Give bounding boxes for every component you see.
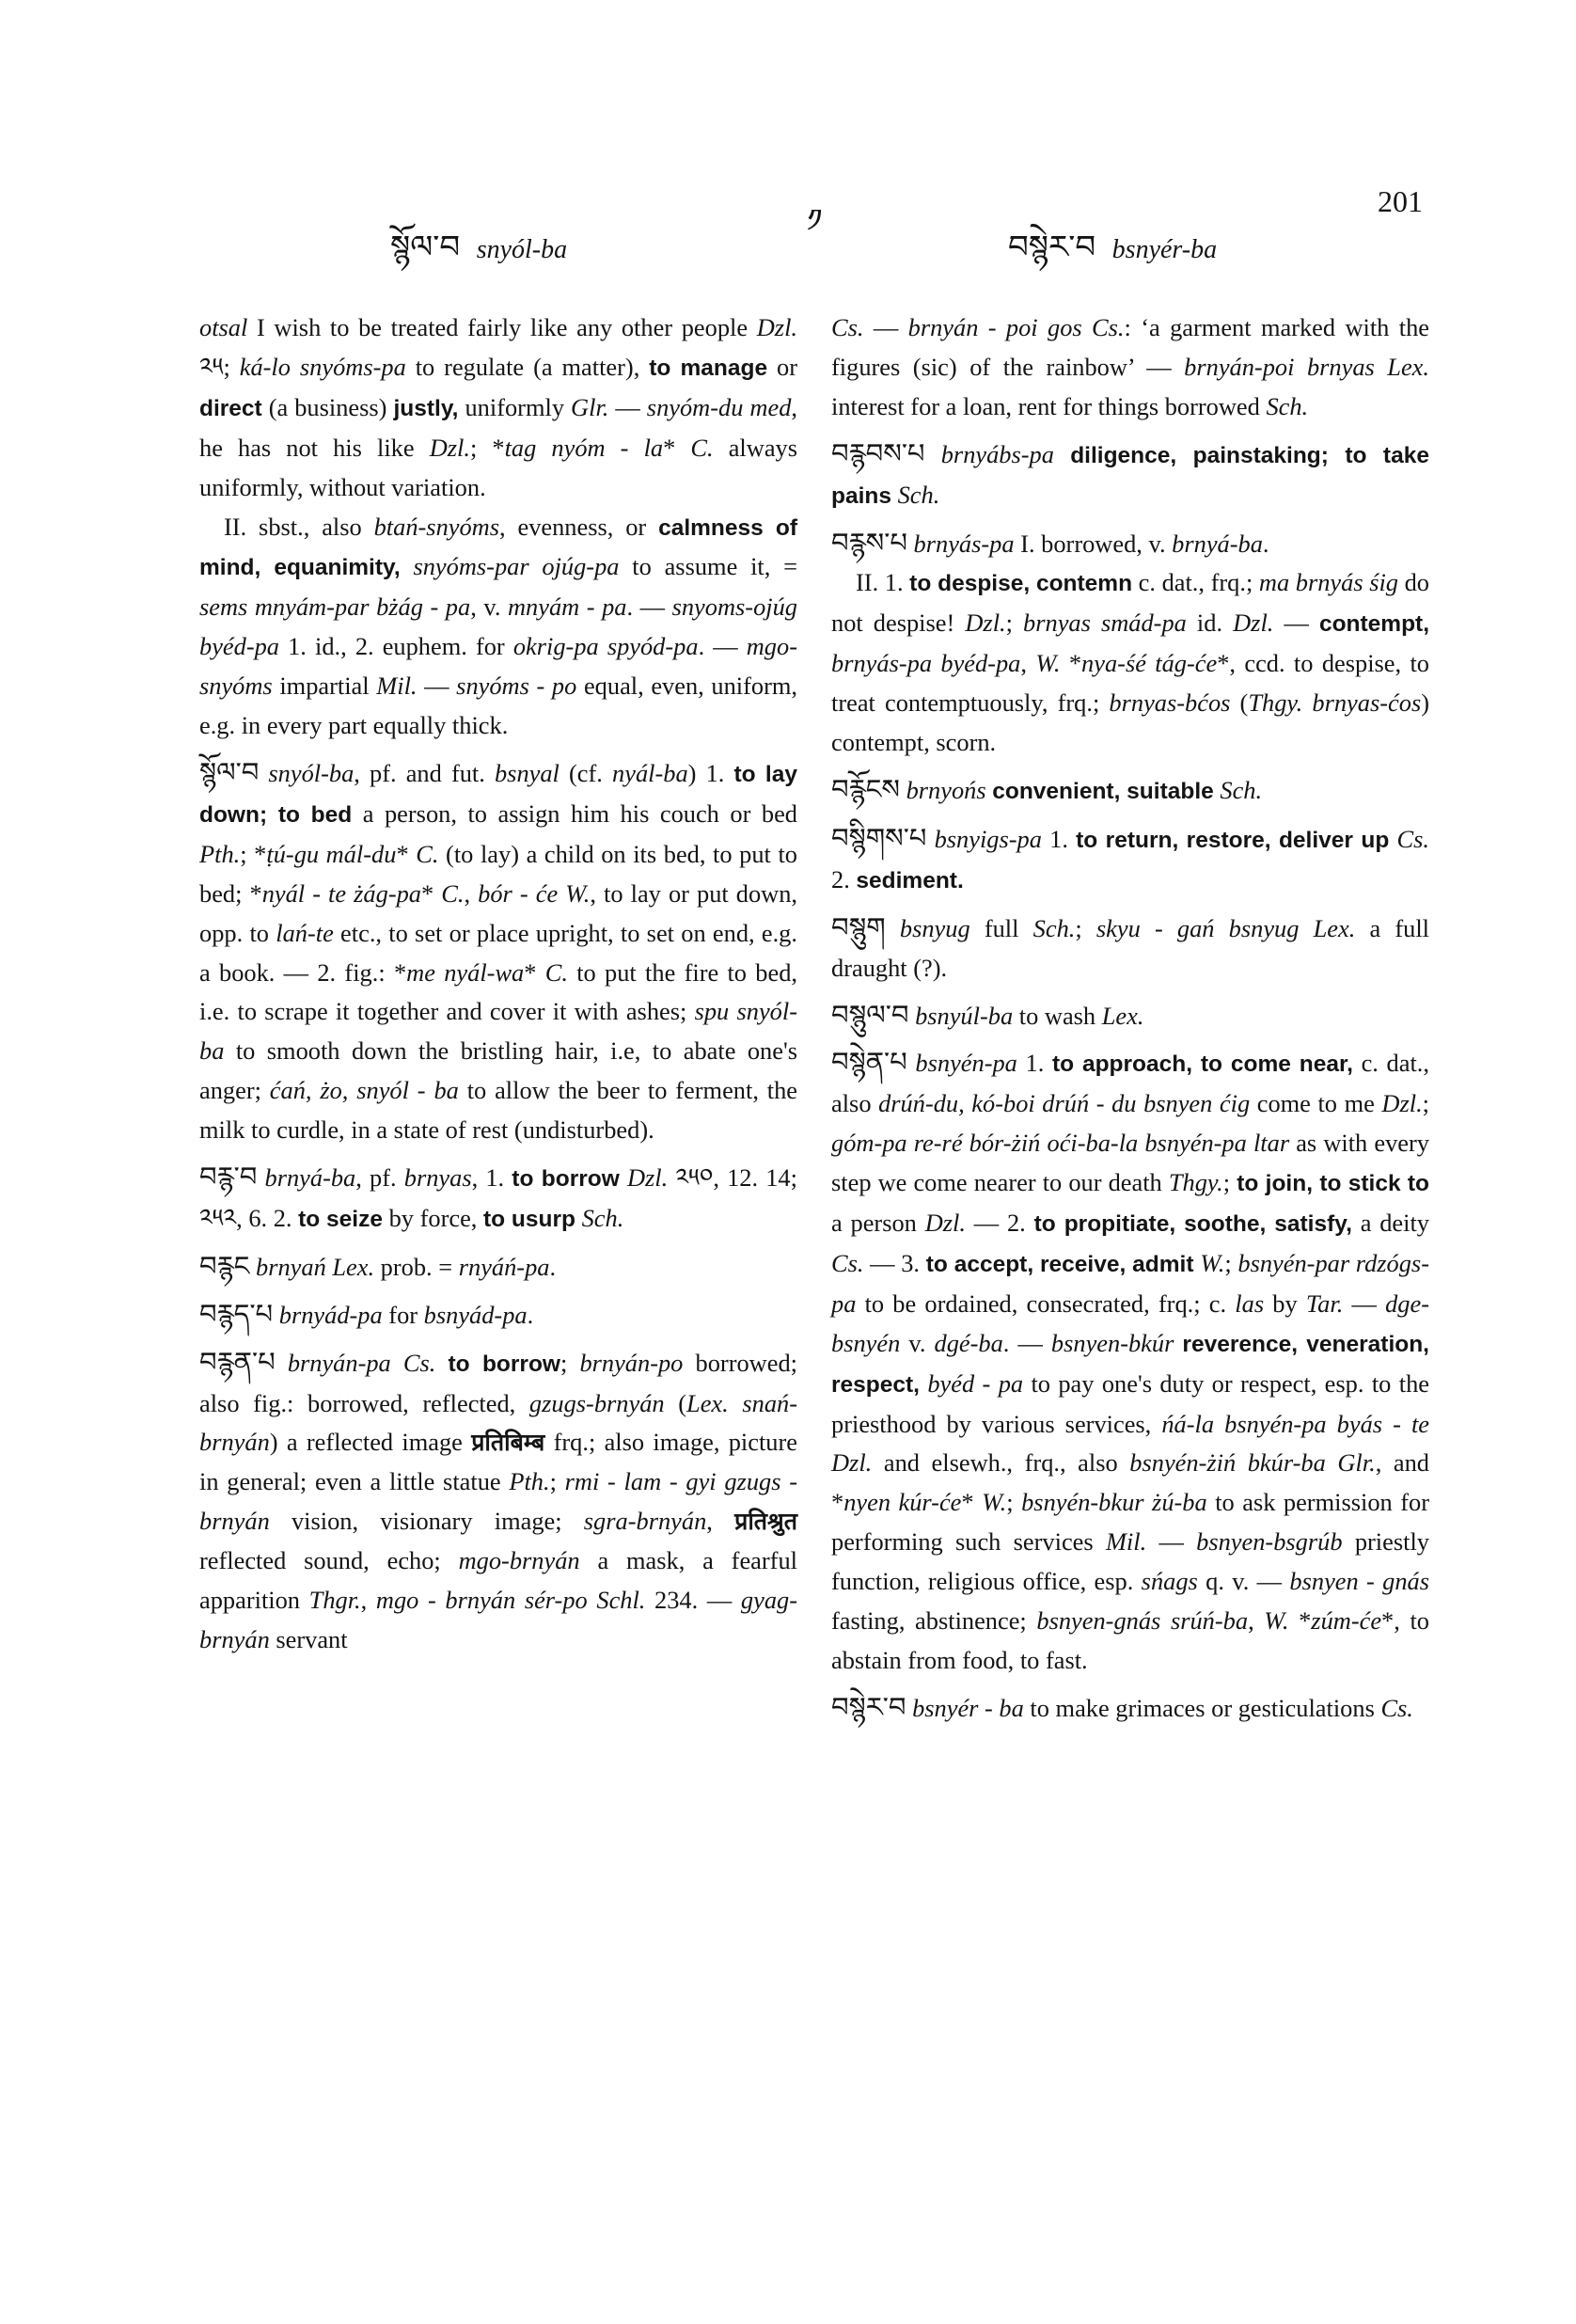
dictionary-entry	[831, 996, 1429, 1036]
entry-text: : ‘a garment marked with the figures (sic) of the rainbow’ —	[831, 313, 1429, 381]
transliteration: C.	[690, 433, 714, 462]
entry-text	[891, 481, 898, 509]
entry-text: *	[524, 957, 545, 987]
entry-text	[900, 776, 906, 804]
entry-text: , evenness, or	[499, 512, 659, 541]
entry-text: vision, visionary image;	[269, 1507, 584, 1536]
transliteration: Pth.	[509, 1467, 550, 1496]
entry-text: ;	[1224, 1248, 1238, 1277]
transliteration: byéd - pa	[927, 1368, 1024, 1398]
entry-text	[273, 1301, 279, 1329]
definition: to borrow	[512, 1166, 620, 1193]
transliteration: C.	[544, 957, 568, 987]
entry-text: *	[1060, 649, 1082, 678]
entry-text: ,	[1248, 1606, 1265, 1636]
tibetan-headword: བསྙུལ་བ	[831, 998, 909, 1031]
dictionary-entry	[831, 524, 1429, 564]
transliteration: bsnyád-pa	[423, 1300, 528, 1329]
transliteration: nyál-ba	[612, 758, 688, 787]
definition: to manage	[649, 355, 768, 381]
entry-text: impartial	[272, 672, 377, 701]
transliteration: Mil.	[1105, 1527, 1147, 1557]
transliteration: okrig-pa spyód-pa	[512, 632, 699, 661]
tibetan-headword: བསྙེར་བ	[831, 1690, 906, 1723]
transliteration: W.	[1035, 649, 1061, 678]
sanskrit-term: प्रतिश्रुत	[734, 1508, 797, 1536]
transliteration: bsnyér - ba	[912, 1693, 1024, 1722]
entry-text: ;	[1422, 1089, 1430, 1118]
transliteration: brnyas	[403, 1163, 472, 1193]
transliteration: brnyá-ba	[264, 1163, 356, 1193]
entry-text: ,	[1020, 649, 1036, 678]
entry-text: v.	[900, 1328, 935, 1357]
entry-text: a full draught (?).	[831, 913, 1430, 982]
definition: contempt,	[1318, 611, 1429, 638]
transliteration: mgo-brnyán	[458, 1546, 580, 1575]
entry-text: ; *	[469, 433, 505, 462]
transliteration: nyen kúr-će	[843, 1488, 962, 1517]
definition: direct	[199, 395, 262, 421]
entry-text: come to me	[1250, 1089, 1382, 1118]
dictionary-entry	[831, 563, 1429, 763]
entry-text: a deity	[1351, 1209, 1429, 1238]
entry-text: to assume it, =	[619, 552, 797, 581]
entry-text: ;	[1006, 1488, 1022, 1517]
entry-text: *	[961, 1488, 983, 1517]
entry-text	[925, 440, 941, 468]
transliteration: mgo-snyóms	[199, 632, 797, 701]
transliteration: Dzl.	[626, 1163, 669, 1193]
entry-text	[926, 825, 934, 853]
transliteration: brnyád-pa	[278, 1300, 383, 1329]
tibetan-headword: སྙོལ་བ	[199, 755, 260, 788]
entry-text	[401, 552, 414, 580]
entry-text: I. borrowed, v.	[1014, 529, 1173, 558]
entry-text: to ask permission for performing such services	[831, 1488, 1429, 1557]
dictionary-entry	[831, 308, 1429, 427]
dictionary-entry	[199, 753, 797, 1150]
entry-text: ;	[1075, 913, 1096, 942]
tibetan-headword: བསྙུག	[831, 910, 886, 943]
transliteration: mgo - brnyán sér-po Schl.	[375, 1586, 646, 1615]
entry-text: ,	[706, 1507, 735, 1536]
entry-text: I wish to be treated fairly like any other people	[247, 313, 757, 341]
transliteration: brnyán-poi brnyas Lex.	[1184, 352, 1429, 381]
transliteration: gyag-brnyán	[199, 1586, 797, 1653]
entry-text: equal, even, uniform, e.g. in every part equally thick.	[199, 672, 798, 740]
dictionary-entry	[831, 909, 1429, 988]
entry-text: .	[527, 1300, 534, 1329]
entry-text: ) 1.	[687, 758, 734, 787]
entry-text: *	[1288, 1606, 1312, 1636]
dictionary-entry	[199, 308, 797, 508]
transliteration: Sch.	[1266, 391, 1309, 420]
definition: reverence, veneration, respect,	[831, 1331, 1429, 1398]
entry-text: 2.	[831, 864, 857, 893]
entry-text: , he has not his like	[199, 392, 797, 462]
page-number: 201	[1378, 184, 1423, 218]
entry-text: ) contempt, scorn.	[831, 688, 1430, 757]
entry-text: , v.	[470, 593, 508, 622]
entry-text: ;	[1005, 609, 1024, 638]
entry-text: servant	[269, 1625, 348, 1653]
entry-text: (cf.	[559, 758, 613, 787]
entry-text: always uniformly, without variation.	[199, 433, 797, 501]
transliteration: snyóm-du med	[646, 392, 792, 421]
tibetan-headword: བརྙབས་པ	[831, 436, 925, 469]
entry-text: —	[1343, 1288, 1386, 1318]
dictionary-entry	[199, 1295, 797, 1336]
transliteration: Lex. snań-brnyán	[199, 1388, 797, 1457]
entry-text: ,	[464, 878, 479, 908]
entry-text: to make grimaces or gesticulations	[1023, 1693, 1381, 1722]
running-head-right-tibetan: བསྙེར་བ	[1008, 229, 1096, 266]
transliteration: W.	[982, 1488, 1007, 1517]
entry-text	[249, 1253, 256, 1281]
entry-text: —	[1273, 609, 1319, 638]
entry-text: ; *	[240, 839, 267, 868]
entry-text: 234. —	[645, 1586, 741, 1615]
transliteration: lań-te	[276, 918, 334, 947]
entry-text: ) a reflected image	[269, 1428, 472, 1457]
transliteration: Cs.	[831, 313, 864, 341]
transliteration: bsnyén-par rdzógs-pa	[831, 1248, 1429, 1318]
entry-text: —	[417, 672, 457, 701]
transliteration: brnyán - poi gos Cs.	[907, 313, 1125, 341]
entry-text	[276, 1349, 288, 1377]
transliteration: Cs.	[831, 1248, 864, 1277]
entry-text: (	[664, 1388, 687, 1417]
transliteration: las	[1235, 1288, 1265, 1318]
transliteration: bsnyúl-ba	[915, 1001, 1014, 1030]
entry-text: c. dat., also	[831, 1049, 1429, 1118]
transliteration: W.	[1264, 1606, 1289, 1636]
transliteration: brnyońs	[906, 775, 986, 804]
entry-text: c. dat., frq.;	[1132, 568, 1259, 597]
dictionary-entry	[199, 1343, 797, 1660]
transliteration: nya-śé tág-će	[1081, 649, 1218, 678]
definition: to join, to stick to	[1237, 1171, 1430, 1197]
transliteration: Cs.	[1396, 824, 1429, 853]
definition: calmness of mind, equanimity,	[199, 514, 797, 581]
transliteration: brnyábs-pa	[940, 439, 1054, 468]
definition: to propitiate, soothe, satisfy,	[1033, 1211, 1352, 1238]
entry-text: —	[863, 313, 908, 341]
transliteration: C.	[416, 839, 439, 868]
entry-text: 1. id., 2. euphem. for	[279, 632, 513, 661]
entry-text: (a business)	[261, 392, 394, 421]
running-head-left	[390, 229, 568, 266]
definition: to approach, to come near,	[1051, 1051, 1353, 1078]
transliteration: nyál - te żág-pa	[261, 878, 422, 908]
entry-text: by force,	[383, 1203, 483, 1232]
transliteration: brnyán-pa Cs.	[287, 1348, 436, 1377]
entry-text: fasting, abstinence;	[831, 1606, 1037, 1636]
transliteration: Dzl.	[1233, 609, 1274, 638]
entry-text: borrowed; also fig.: borrowed, reflected,	[199, 1348, 797, 1417]
transliteration: ńá-la bsnyén-pa byás - te Dzl.	[831, 1409, 1429, 1478]
entry-text: , pf.	[355, 1163, 404, 1193]
transliteration: sgra-brnyán	[583, 1507, 707, 1536]
entry-text	[575, 1204, 582, 1232]
transliteration: brnyas smád-pa	[1023, 609, 1187, 638]
transliteration: bsnyal	[494, 758, 559, 787]
entry-text	[257, 1163, 264, 1192]
transliteration: C.	[441, 878, 465, 908]
transliteration: Thgy.	[1168, 1168, 1223, 1197]
entry-text: ,	[360, 1586, 376, 1615]
transliteration: spu snyól-ba	[199, 997, 797, 1066]
transliteration: tag nyóm - la	[504, 433, 664, 462]
tibetan-headword: བསྙིགས་པ	[831, 821, 927, 854]
transliteration: skyu - gań bsnyug Lex.	[1095, 913, 1356, 942]
entry-text: q. v. —	[1197, 1567, 1290, 1596]
transliteration: Glr.	[571, 392, 609, 421]
transliteration: bsnyen-gnás srúń-ba	[1036, 1606, 1249, 1636]
entry-text: . —	[698, 632, 747, 661]
transliteration: gzugs-brnyán	[528, 1388, 665, 1417]
entry-text: uniformly	[458, 392, 572, 421]
entry-text	[435, 1349, 448, 1377]
transliteration: snyóms - po	[456, 672, 577, 701]
entry-text: , to lay or put down, opp. to	[199, 878, 798, 947]
sanskrit-term: प्रतिबिम्ब	[471, 1429, 545, 1457]
dictionary-entry	[199, 1247, 797, 1288]
transliteration: Dzl.	[924, 1209, 966, 1238]
entry-text: *	[663, 433, 691, 462]
transliteration: Pth.	[199, 839, 241, 868]
left-column	[199, 308, 797, 1660]
transliteration: btań-snyóms	[373, 512, 500, 541]
transliteration: Dzl.	[429, 433, 470, 462]
entry-text: *	[421, 878, 442, 908]
entry-text: frq.; also image, picture in general; even a little statue	[199, 1428, 797, 1496]
entry-text: II. 1.	[856, 568, 910, 597]
definition: to despise, contemn	[909, 571, 1133, 597]
entry-text	[620, 1163, 627, 1192]
entry-text: (	[1230, 688, 1249, 718]
entry-text: ;	[1222, 1168, 1237, 1197]
transliteration: bór - će W.	[478, 878, 591, 908]
transliteration: Dzl.	[756, 313, 797, 341]
entry-text: .	[549, 1252, 557, 1281]
transliteration: brnyas-bćos	[1109, 688, 1231, 718]
entry-text: by	[1264, 1288, 1306, 1318]
entry-text: to put the fire to bed, i.e. to scrape it together and cover it with ashes;	[199, 957, 797, 1026]
transliteration: ma brnyás śig	[1258, 568, 1398, 597]
transliteration: snyoms-ojúg byéd-pa	[199, 593, 797, 661]
entry-text	[1054, 440, 1070, 468]
transliteration: zúm-će	[1311, 1606, 1382, 1636]
transliteration: snyól-ba	[268, 758, 355, 787]
transliteration: ćań, żo, snyól - ba	[269, 1076, 459, 1105]
definition: justly,	[393, 395, 459, 421]
entry-text: .	[1262, 529, 1269, 558]
transliteration: bsnyen-bkúr	[1050, 1328, 1174, 1357]
transliteration: brnyá-ba	[1172, 529, 1263, 558]
transliteration: snyóms-par ojúg-pa	[413, 552, 620, 581]
entry-text: full	[969, 913, 1033, 942]
transliteration: Sch.	[581, 1203, 624, 1232]
definition: to lay down; to bed	[199, 761, 797, 828]
dictionary-entry	[831, 770, 1429, 812]
entry-text: to pay one's duty or respect, esp. to the priesthood by various services,	[831, 1368, 1429, 1438]
entry-text: to be ordained, consecrated, frq.; c.	[856, 1288, 1236, 1318]
transliteration: rnyáń-pa	[458, 1252, 550, 1281]
tibetan-headword: བརྙོངས	[831, 772, 900, 805]
entry-text: reflected sound, echo;	[199, 1546, 459, 1575]
entry-text: do not despise!	[831, 568, 1429, 638]
entry-text: to wash	[1013, 1001, 1102, 1030]
running-head-left-tibetan: སྙོལ་བ	[390, 229, 461, 266]
transliteration: Thgr.	[308, 1586, 361, 1615]
running-head-right-roman: bsnyér-ba	[1111, 235, 1218, 264]
transliteration: bsnyén-bkur żú-ba	[1021, 1488, 1207, 1517]
entry-text: , and *	[831, 1448, 1429, 1517]
entry-text: 1.	[1041, 824, 1077, 853]
transliteration: ṭú-gu mál-du	[266, 839, 397, 868]
definition: sediment.	[856, 867, 964, 893]
transliteration: sems mnyám-par bżág - pa	[199, 593, 471, 622]
definition: to usurp	[482, 1206, 575, 1232]
entry-text: priestly function, religious office, esp.	[831, 1527, 1429, 1596]
transliteration: bsnyigs-pa	[934, 824, 1042, 853]
entry-text: to regulate (a matter),	[405, 352, 650, 381]
definition: to seize	[298, 1206, 383, 1232]
transliteration: góm-pa re-ré bór-żiń oći-ba-la bsnyén-pa ltar	[831, 1129, 1290, 1158]
entry-text: interest for a loan, rent for things borrowed	[831, 391, 1267, 420]
entry-text: as with every step we come nearer to our death	[831, 1129, 1429, 1197]
entry-text: prob. =	[374, 1252, 459, 1281]
entry-text: or	[767, 352, 797, 381]
transliteration: ká-lo snyóms-pa	[239, 352, 406, 381]
transliteration: Dzl.	[965, 609, 1006, 638]
tibetan-headword: བརྙན་པ	[199, 1345, 276, 1378]
entry-text	[259, 759, 268, 787]
entry-text: . —	[1002, 1328, 1051, 1357]
entry-text: and elsewh., frq., also	[872, 1448, 1130, 1478]
transliteration: Sch.	[1220, 775, 1263, 804]
entry-text: II. sbst., also	[224, 512, 374, 541]
transliteration: brnyań Lex.	[256, 1252, 375, 1281]
entry-text: . —	[626, 593, 672, 622]
transliteration: dge-bsnyén	[831, 1288, 1430, 1357]
transliteration: dgé-ba	[934, 1328, 1003, 1357]
tibetan-headword: བརྙ་བ	[199, 1161, 258, 1194]
definition: diligence, painstaking; to take pains	[831, 442, 1429, 509]
entry-text: to allow the beer to ferment, the milk to curdle, in a state of rest (undisturbed).	[199, 1076, 798, 1145]
running-head-left-roman: snyól-ba	[476, 235, 568, 264]
entry-text	[886, 914, 900, 942]
entry-text: etc., to set or place upright, to set on end, e.g. a book. — 2. fig.: *	[199, 918, 797, 987]
transliteration: Lex.	[1101, 1001, 1144, 1030]
dictionary-entry	[831, 1688, 1429, 1729]
right-column	[831, 308, 1429, 1729]
transliteration: Sch.	[897, 480, 940, 509]
transliteration: W.	[1200, 1248, 1225, 1277]
entry-text: *	[396, 839, 417, 868]
entry-text: , 1.	[471, 1163, 512, 1193]
tibetan-headword: བསྙེན་པ	[831, 1046, 907, 1079]
transliteration: bsnyén-żiń bkúr-ba Glr.	[1129, 1448, 1376, 1478]
entry-text: —	[1146, 1527, 1197, 1557]
transliteration: sńags	[1141, 1567, 1198, 1596]
transliteration: bsnyug	[899, 913, 970, 942]
tibetan-headword: བརྙས་པ	[831, 526, 907, 559]
entry-text: ༢༥༠, 12. 14; ༢༥༢, 6. 2.	[199, 1163, 797, 1232]
transliteration: brnyás-pa byéd-pa	[831, 649, 1021, 678]
definition: to borrow	[448, 1351, 560, 1377]
dictionary-entry	[199, 508, 797, 746]
tibetan-page-numeral: ༡	[807, 202, 823, 240]
transliteration: mnyám - pa	[507, 593, 627, 622]
entry-text: 1.	[1017, 1049, 1052, 1078]
tibetan-headword: བརྙད་པ	[199, 1297, 274, 1330]
transliteration: brnyás-pa	[913, 529, 1015, 558]
entry-text: a mask, a fearful apparition	[199, 1546, 797, 1615]
entry-text: , pf. and fut.	[354, 758, 495, 787]
entry-text	[907, 530, 914, 558]
definition: to accept, receive, admit	[925, 1251, 1194, 1277]
running-head-right	[1008, 229, 1218, 266]
definition: to return, restore, deliver up	[1076, 827, 1390, 853]
entry-text: (to lay) a child on its bed, to put to bed; *	[199, 839, 798, 908]
entry-text: —	[608, 392, 647, 421]
transliteration: bsnyen-bsgrúb	[1196, 1527, 1343, 1557]
dictionary-entry	[831, 435, 1429, 516]
entry-text: *, to abstain from food, to fast.	[831, 1606, 1429, 1674]
entry-text: a person, to assign him his couch or bed	[352, 798, 797, 828]
entry-text: to smooth down the bristling hair, i.e, to abate one's anger;	[199, 1036, 797, 1105]
transliteration: Tar.	[1305, 1288, 1344, 1318]
transliteration: Cs.	[1380, 1693, 1413, 1722]
entry-text: for	[382, 1300, 424, 1329]
tibetan-headword: བརྙང	[199, 1249, 250, 1282]
entry-text: ;	[559, 1348, 580, 1377]
entry-text: id.	[1186, 609, 1234, 638]
dictionary-entry	[199, 1158, 797, 1240]
entry-text: ༢༥;	[199, 352, 240, 381]
transliteration: brnyán-po	[579, 1348, 684, 1377]
dictionary-entry	[831, 819, 1429, 901]
transliteration: Dzl.	[1381, 1089, 1423, 1118]
transliteration: me nyál-wa	[406, 957, 525, 987]
transliteration: Sch.	[1032, 913, 1076, 942]
entry-text: ;	[549, 1467, 565, 1496]
entry-text: — 2.	[965, 1209, 1034, 1238]
definition: convenient, suitable	[992, 778, 1214, 804]
entry-text	[1389, 825, 1396, 853]
entry-text: — 3.	[863, 1248, 926, 1277]
transliteration: drúń-du, kó-boi drúń - du bsnyen ćig	[878, 1089, 1251, 1118]
dictionary-entry	[831, 1043, 1429, 1681]
transliteration: Mil.	[376, 672, 418, 701]
transliteration: bsnyén-pa	[915, 1049, 1017, 1078]
entry-text: *, ccd. to despise, to treat contemptuously, frq.;	[831, 649, 1429, 718]
entry-text: a person	[831, 1209, 925, 1238]
transliteration: rmi - lam - gyi gzugs - brnyán	[199, 1467, 797, 1536]
transliteration: bsnyen - gnás	[1289, 1567, 1430, 1596]
transliteration: Thgy. brnyas-ćos	[1248, 688, 1422, 718]
transliteration: otsal	[199, 313, 248, 341]
